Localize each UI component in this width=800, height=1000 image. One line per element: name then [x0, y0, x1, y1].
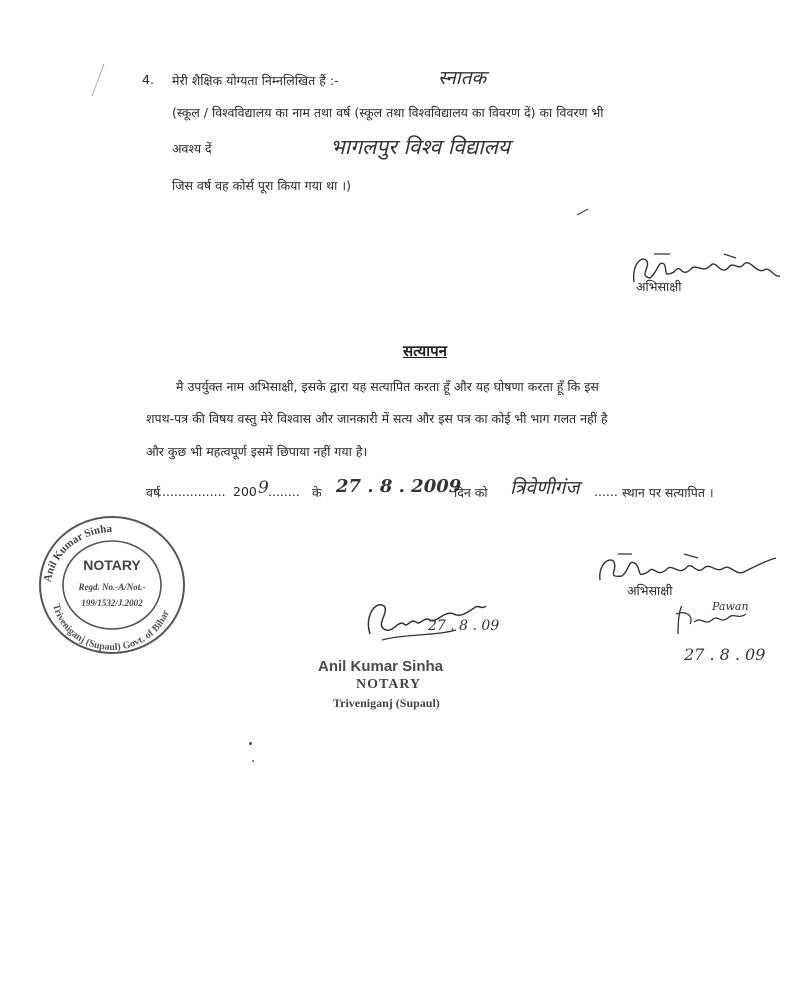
- ke-label: के: [312, 485, 322, 500]
- scan-dot: [249, 742, 252, 745]
- year-digit-handwritten: 9: [258, 478, 269, 498]
- identifier-name: Pawan: [712, 600, 749, 613]
- date-handwritten: 27 . 8 . 2009: [336, 476, 462, 497]
- year-dots-2: ........: [268, 484, 300, 499]
- affiant-label-2: अभिसाक्षी: [627, 583, 673, 598]
- verification-heading: सत्यापन: [403, 342, 447, 360]
- verified-at-label: स्थान पर सत्यापित ।: [622, 485, 714, 500]
- year-prefix: 200: [233, 484, 257, 499]
- course-year-line: जिस वर्ष वह कोर्स पूरा किया गया था ।): [172, 178, 351, 193]
- pen-mark: [576, 207, 590, 217]
- item-number: 4.: [142, 72, 154, 87]
- din-ko-label: दिन को: [454, 485, 488, 500]
- verification-line-1: मै उपर्युक्त नाम अभिसाक्षी, इसके द्वारा यह सत्यापित करता हूँ और यह घोषणा करता हूँ कि इस: [176, 379, 599, 394]
- seal-title: NOTARY: [83, 557, 141, 573]
- affiant-signature-2: [592, 550, 782, 590]
- qualification-handwritten: स्नातक: [438, 67, 487, 89]
- university-handwritten: भागलपुर विश्व विद्यालय: [330, 135, 511, 159]
- place-dots: ......: [594, 484, 618, 499]
- verification-line-3: और कुछ भी महत्वपूर्ण इसमें छिपाया नहीं गया है।: [146, 444, 368, 459]
- affiant-label: अभिसाक्षी: [636, 279, 682, 294]
- notary-seal: [28, 510, 188, 660]
- scan-mark: [88, 60, 108, 100]
- year-dots: .................: [158, 484, 226, 499]
- scan-dot: [252, 760, 254, 762]
- seal-ring-bottom: Triveniganj (Supaul) Govt. of Bihar: [50, 602, 172, 654]
- verification-line-2: शपथ-पत्र की विषय वस्तु मेरे विश्वास और जानकारी में सत्य और इस पत्र का कोई भी भाग गलत नहीं है: [146, 411, 608, 426]
- identifier-date: 27 . 8 . 09: [684, 645, 766, 664]
- seal-number: 199/1532/J.2002: [81, 598, 143, 608]
- notary-title: NOTARY: [356, 677, 422, 692]
- must-give-line: अवश्य दें: [172, 141, 212, 156]
- place-handwritten: त्रिवेणीगंज: [510, 477, 580, 499]
- seal-ring-top: Anil Kumar Sinha: [41, 522, 113, 584]
- year-label: वर्ष: [146, 485, 161, 500]
- notary-place: Triveniganj (Supaul): [333, 696, 440, 710]
- notary-name: Anil Kumar Sinha: [318, 658, 444, 675]
- notary-signature-date: 27 . 8 . 09: [428, 618, 500, 634]
- seal-regd: Regd. No.-A/Not.-: [78, 582, 146, 592]
- qualification-label: मेरी शैक्षिक योग्यता निम्नलिखित हैं :-: [172, 73, 339, 88]
- school-details-line: (स्कूल / विश्वविद्यालय का नाम तथा वर्ष (स्कूल तथा विश्वविद्यालय का विवरण दें) का विवरण भी: [172, 105, 604, 120]
